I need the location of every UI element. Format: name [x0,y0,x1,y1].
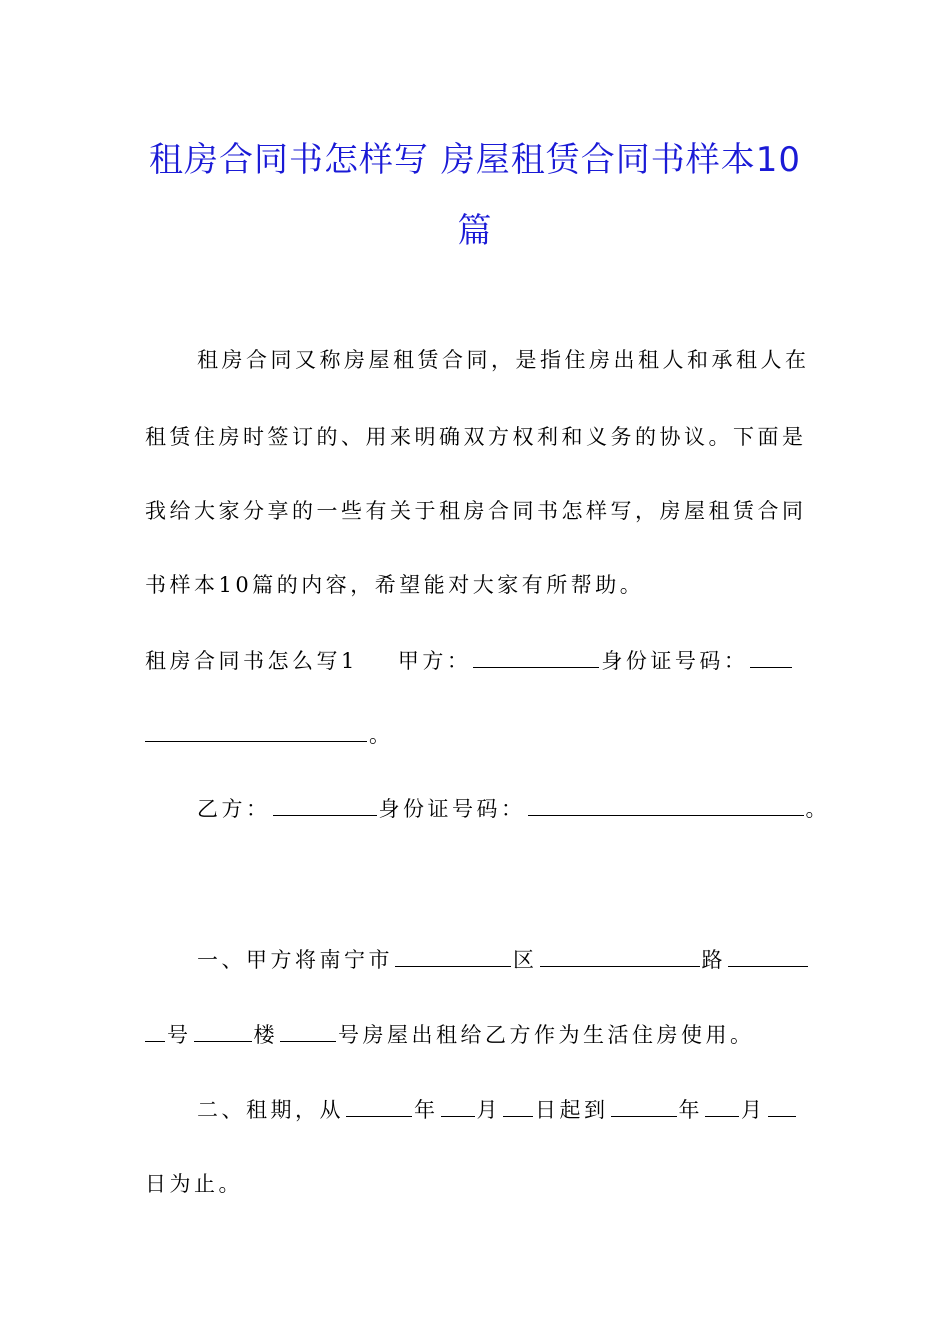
clause-1-district: 区 [513,948,538,972]
start-year-label: 年 [414,1098,439,1122]
clause-1-lou: 楼 [253,1023,278,1047]
end-year-label: 年 [678,1098,703,1122]
clause-1-rest: 号房屋出租给乙方作为生活住房使用。 [338,1023,755,1047]
document-title-line2: 篇 [457,211,493,251]
intro-line-1: 租房合同又称房屋租赁合同，是指住房出租人和承租人在 [197,348,810,372]
intro-line-2: 租赁住房时签订的、用来明确双方权利和义务的协议。下面是 [145,425,807,449]
number-blank-continued[interactable] [145,1023,165,1042]
number-blank[interactable] [728,948,808,967]
road-blank[interactable] [540,948,700,967]
clause-2-line-1 [197,1095,798,1125]
party-a-label: 甲方： [397,649,472,673]
party-a-line [145,646,794,676]
start-year-blank[interactable] [346,1098,412,1117]
end-day-blank[interactable] [768,1098,796,1117]
party-a-id-blank[interactable] [750,649,792,668]
start-day-blank[interactable] [503,1098,533,1117]
clause-1-line-1 [197,945,810,975]
clause-1-road: 路 [701,948,726,972]
end-month-label: 月 [741,1098,766,1122]
party-b-label: 乙方： [197,797,271,821]
building-blank[interactable] [194,1023,252,1042]
start-month-blank[interactable] [441,1098,475,1117]
section1-heading: 租房合同书怎么写1 [145,649,358,673]
party-a-id-label: 身份证号码： [601,649,749,673]
clause-1-line-2 [145,1020,755,1050]
party-a-period: 。 [369,723,394,747]
end-year-blank[interactable] [611,1098,677,1117]
district-blank[interactable] [395,948,511,967]
party-b-id-label: 身份证号码： [378,797,526,821]
intro-line-3: 我给大家分享的一些有关于租房合同书怎样写，房屋租赁合同 [145,499,807,523]
party-a-name-blank[interactable] [473,649,599,668]
day-from-label: 日起到 [535,1098,609,1122]
clause-2-line-2: 日为止。 [145,1172,243,1196]
party-b-id-blank[interactable] [528,797,804,816]
document-title-line1: 租房合同书怎样写 房屋租赁合同书样本10 [148,140,802,180]
room-blank[interactable] [280,1023,336,1042]
clause-2-prefix: 二、租期，从 [197,1098,344,1122]
clause-1-hao: 号 [167,1023,192,1047]
intro-line-4: 书样本10篇的内容，希望能对大家有所帮助。 [145,573,645,597]
party-a-id-blank-continued[interactable] [145,723,367,742]
party-a-id-continued [145,720,394,750]
start-month-label: 月 [476,1098,501,1122]
party-b-period: 。 [805,797,830,821]
party-b-line [197,794,830,824]
clause-1-prefix: 一、甲方将南宁市 [197,948,393,972]
party-b-name-blank[interactable] [273,797,377,816]
end-month-blank[interactable] [705,1098,739,1117]
